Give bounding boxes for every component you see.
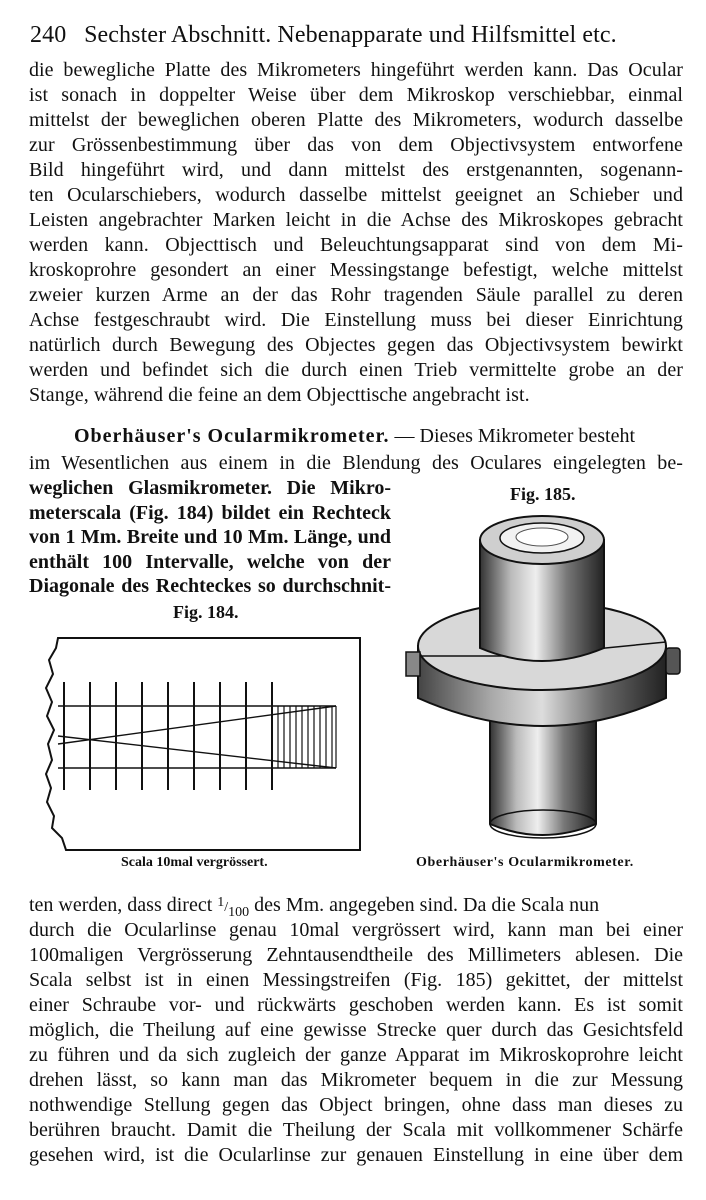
figure-185-micrometer <box>404 506 686 846</box>
section-line-2 <box>29 451 683 476</box>
text-line: durch die Ocularlinse genau 10mal vergrössert wird, kann man bei einer <box>29 919 683 941</box>
running-header <box>30 18 690 52</box>
fig-184-label: Fig. 184. <box>173 602 239 622</box>
text-line: meterscala (Fig. 184) bildet ein Rechteck <box>29 501 391 524</box>
text-line: die bewegliche Platte des Mikrometers hingeführt werden kann. Das Ocular <box>29 59 683 81</box>
fine-ticks <box>278 706 336 768</box>
fraction: 1/100 <box>217 895 250 920</box>
paragraph-top <box>29 58 683 408</box>
major-ticks <box>64 682 272 790</box>
fig-185-label: Fig. 185. <box>510 484 576 504</box>
text-line: gesehen wird, ist die Ocularlinse zur genauen Einstellung in eine über dem <box>29 1144 683 1166</box>
section-title-continuation: — Dieses Mikrometer besteht <box>389 425 636 447</box>
text-line-with-fraction <box>29 893 683 918</box>
text-fragment: ten werden, dass direct <box>29 894 218 916</box>
fig-185-caption: Oberhäuser's Ocularmikrometer. <box>416 855 634 870</box>
left-screw-icon <box>406 652 420 676</box>
glass-plate-outline <box>46 638 360 850</box>
text-line: im Wesentlichen aus einem in die Blendung des Oculares eingelegten be- <box>29 452 683 474</box>
left-column-text <box>29 476 391 599</box>
scale-diagonal <box>58 736 336 768</box>
text-line: Diagonale des Rechteckes so durchschnit- <box>29 575 391 597</box>
text-line: möglich, die Theilung auf eine gewisse Strecke quer durch das Gesichtsfeld <box>29 1019 683 1041</box>
text-line: von 1 Mm. Breite und 10 Mm. Länge, und <box>29 526 391 548</box>
text-line: berühren braucht. Damit die Theilung der Scala mit vollkommener Schärfe <box>29 1119 683 1141</box>
text-line: mittelst der beweglichen oberen Platte des Mikrometers, wodurch dasselbe <box>29 109 683 131</box>
scale-diagonal-2 <box>58 706 336 744</box>
figure-184-scale <box>44 632 364 854</box>
right-screw-icon <box>666 648 680 674</box>
fraction-denominator: 100 <box>228 905 250 920</box>
text-line: Stange, während die feine an dem Objecttische angebracht ist. <box>29 384 530 406</box>
text-line: werden und befindet sich die durch einen Trieb vermittelte grobe an der <box>29 359 683 381</box>
text-fragment: des Mm. angegeben sind. Da die Scala nun <box>249 894 600 916</box>
fig-184-caption: Scala 10mal vergrössert. <box>121 855 268 870</box>
text-line: werden kann. Objecttisch und Beleuchtungsapparat sind von dem Mi- <box>29 234 683 256</box>
text-line: zweier kurzen Arme an der das Rohr tragenden Säule parallel zu deren <box>29 284 683 306</box>
section-title: Oberhäuser's Ocularmikrometer. <box>74 425 390 447</box>
text-line: 100maligen Vergrösserung Zehntausendtheile des Millimeters ablesen. Die <box>29 944 683 966</box>
text-line: ist sonach in doppelter Weise über dem Mikroskop verschiebbar, einmal <box>29 84 683 106</box>
text-line: einer Schraube vor- und rückwärts geschoben werden kann. Es ist somit <box>29 994 683 1016</box>
text-line: weglichen Glasmikrometer. Die Mikro- <box>29 477 391 499</box>
text-line: Achse festgeschraubt wird. Die Einstellung muss bei dieser Einrichtung <box>29 309 683 331</box>
text-line: Bild hingeführt wird, und dann mittelst des erstgenannten, sogenann- <box>29 159 683 181</box>
text-line: Leisten angebrachter Marken leicht in die Achse des Mikroskopes gebracht <box>29 209 683 231</box>
lower-tube <box>490 720 596 835</box>
paragraph-bottom <box>29 893 683 1168</box>
text-line: natürlich durch Bewegung des Objectes gegen das Objectivsystem bewirkt <box>29 334 683 356</box>
text-line: kroskoprohre gesondert an einer Messingstange befestigt, welche mittelst <box>29 259 683 281</box>
fraction-numerator: 1 <box>217 895 225 910</box>
section-heading-line <box>74 425 684 448</box>
text-line: nothwendige Stellung gegen das Object bringen, ohne dass man dieses zu <box>29 1094 683 1116</box>
text-line: ten Ocularschiebers, wodurch dasselbe mittelst geeignet an Schieber und <box>29 184 683 206</box>
scale-drawing <box>44 632 364 854</box>
text-line: zu führen und da sich zugleich der ganze Apparat im Mikroskoprohre leicht <box>29 1044 683 1066</box>
text-line: zur Grössenbestimmung über das von dem Objectivsystem entworfene <box>29 134 683 156</box>
running-title: Sechster Abschnitt. Nebenapparate und Hilfsmittel etc. <box>84 22 617 48</box>
text-line: enthält 100 Intervalle, welche von der <box>29 550 391 573</box>
page-number: 240 <box>30 22 67 48</box>
text-line: drehen lässt, so kann man das Mikrometer bequem in die zur Messung <box>29 1069 683 1091</box>
text-line: Scala selbst ist in einen Messingstreifen (Fig. 185) gekittet, der mittelst <box>29 969 683 991</box>
micrometer-drawing <box>404 506 686 846</box>
